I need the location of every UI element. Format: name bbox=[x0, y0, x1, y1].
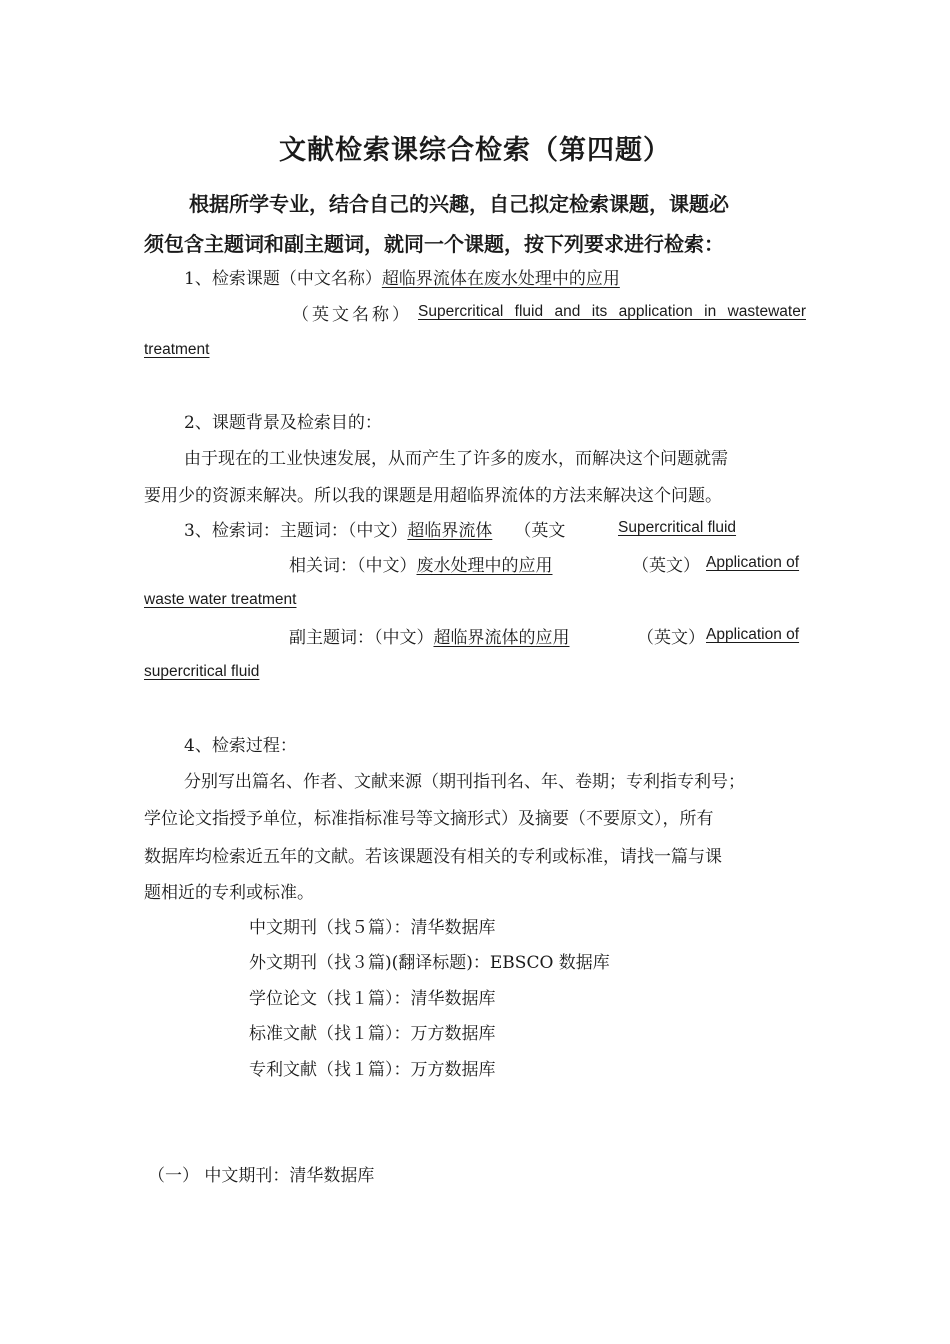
requirement-item: 中文期刊（找５篇）：清华数据库 bbox=[249, 918, 496, 938]
part1-heading: （一） 中文期刊：清华数据库 bbox=[148, 1166, 375, 1186]
requirement-item: 专利文献（找１篇）：万方数据库 bbox=[249, 1060, 496, 1080]
main-keyword-en-label: （英文 bbox=[514, 521, 566, 541]
background-line-2: 要用少的资源来解决。所以我的课题是用超临界流体的方法来解决这个问题。 bbox=[144, 486, 722, 506]
section4-heading: 4、检索过程： bbox=[184, 736, 297, 756]
requirement-item: 标准文献（找１篇）：万方数据库 bbox=[249, 1024, 496, 1044]
sub-keyword-en-label: （英文） bbox=[637, 628, 705, 648]
process-line-3: 数据库均检索近五年的文献。若该课题没有相关的专利或标准，请找一篇与课 bbox=[144, 847, 722, 867]
section1-label-en: （英文名称） bbox=[292, 305, 412, 325]
topic-title-en-line1: Supercritical fluid and its application in wastewater bbox=[418, 303, 806, 320]
sub-keyword-en-line2: supercritical fluid bbox=[144, 663, 260, 680]
section2-heading: 2、课题背景及检索目的： bbox=[184, 413, 382, 433]
background-line-1: 由于现在的工业快速发展，从而产生了许多的废水，而解决这个问题就需 bbox=[184, 449, 728, 469]
related-keyword-row bbox=[289, 551, 553, 576]
related-keyword-en-line2: waste water treatment bbox=[144, 591, 297, 608]
requirement-item: 学位论文（找１篇）：清华数据库 bbox=[249, 989, 496, 1009]
sub-keyword-en-line1: Application of bbox=[706, 626, 800, 643]
process-line-1: 分别写出篇名、作者、文献来源（期刊指刊名、年、卷期；专利指专利号； bbox=[184, 772, 745, 792]
main-keyword-en: Supercritical fluid bbox=[618, 519, 737, 536]
intro-line-2: 须包含主题词和副主题词，就同一个课题，按下列要求进行检索： bbox=[144, 232, 724, 256]
process-line-2: 学位论文指授予单位，标准指标准号等文摘形式）及摘要（不要原文），所有 bbox=[144, 809, 714, 829]
related-keyword-en-line1: Application of bbox=[706, 554, 800, 571]
related-keyword-en-label: （英文） bbox=[632, 556, 700, 576]
related-keyword-label: 相关词：（中文） bbox=[289, 556, 417, 576]
topic-title-cn: 超临界流体在废水处理中的应用 bbox=[381, 269, 620, 289]
main-keyword-cn: 超临界流体 bbox=[407, 521, 493, 541]
sub-keyword-cn: 超临界流体的应用 bbox=[433, 628, 570, 648]
intro-line-1: 根据所学专业，结合自己的兴趣，自己拟定检索课题，课题必 bbox=[189, 192, 729, 216]
sub-keyword-row bbox=[289, 623, 570, 648]
process-line-4: 题相近的专利或标准。 bbox=[144, 883, 314, 903]
section1-title-row bbox=[184, 264, 620, 289]
section1-label-cn: 1、检索课题（中文名称） bbox=[184, 269, 382, 289]
sub-keyword-label: 副主题词：（中文） bbox=[289, 628, 434, 648]
document-title: 文献检索课综合检索（第四题） bbox=[279, 135, 671, 166]
keywords-main-row bbox=[184, 516, 565, 541]
related-keyword-cn: 废水处理中的应用 bbox=[416, 556, 553, 576]
topic-title-en-line2: treatment bbox=[144, 341, 210, 358]
requirement-item: 外文期刊（找３篇)(翻译标题)：EBSCO 数据库 bbox=[249, 953, 610, 973]
main-keyword-label: 3、检索词：主题词：（中文） bbox=[184, 521, 408, 541]
